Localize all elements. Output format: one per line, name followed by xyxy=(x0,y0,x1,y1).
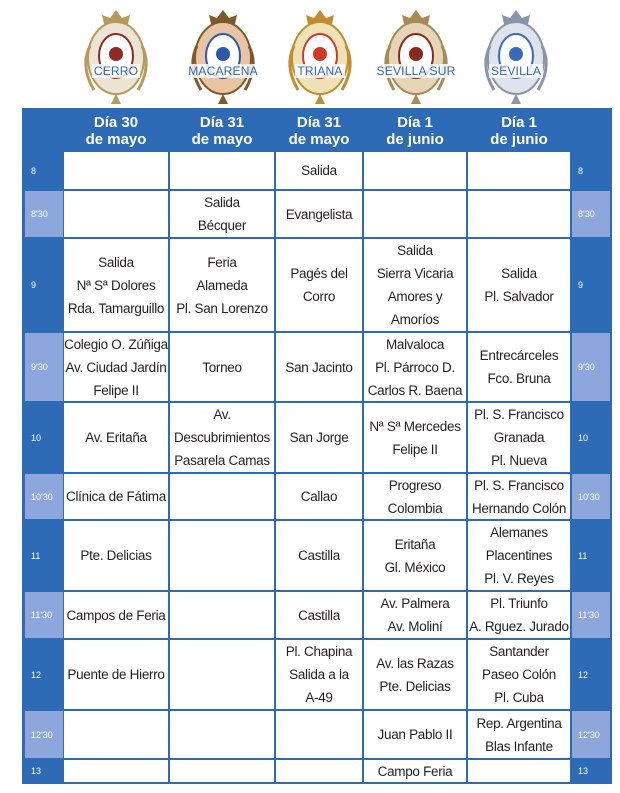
schedule-cell xyxy=(170,711,274,758)
cell-line: Salida a la xyxy=(289,667,349,682)
time-label-right: 10'30 xyxy=(572,474,610,519)
schedule-cell xyxy=(364,592,466,638)
column-header xyxy=(276,110,362,152)
time-label-right: 12 xyxy=(578,669,589,680)
crest-label-text: TRIANA xyxy=(297,64,343,78)
cell-line: Pagés del xyxy=(290,266,348,281)
schedule-cell xyxy=(468,521,570,590)
schedule-cell xyxy=(64,521,168,590)
crest-cerro xyxy=(66,6,166,110)
cell-line: Eritaña xyxy=(394,536,436,552)
schedule-cell xyxy=(170,152,274,189)
time-label-left: 11'30 xyxy=(25,592,63,638)
schedule-cell xyxy=(468,333,570,401)
schedule-cell xyxy=(364,191,466,237)
cell-line: Pl. Salvador xyxy=(484,289,554,304)
schedule-cell xyxy=(364,333,466,401)
cell-line: Paseo Colón xyxy=(481,667,556,682)
cell-line: Feria xyxy=(207,254,237,270)
schedule-cell xyxy=(64,403,168,472)
cell-line: Pl. Nueva xyxy=(491,453,547,468)
time-label-left: 8'30 xyxy=(25,191,63,237)
cell-line: Nª Sª Dolores xyxy=(76,277,156,293)
time-label-right: 10 xyxy=(578,432,589,443)
crest-label-text: CERRO xyxy=(93,64,139,78)
time-label-left: 13 xyxy=(31,766,42,776)
schedule-cell xyxy=(170,191,274,237)
crest-sevilla xyxy=(466,6,566,110)
header-day: Día 30 xyxy=(93,114,139,131)
cell-line: Campo Feria xyxy=(377,763,453,779)
cell-line: Av. Moliní xyxy=(387,619,443,634)
schedule-cell xyxy=(468,239,570,331)
crest-label-text: MACARENA xyxy=(188,64,258,78)
cell-line: Malvaloca xyxy=(385,336,445,352)
time-label-right: 8 xyxy=(578,165,584,176)
schedule-cell xyxy=(364,474,466,519)
crest-label xyxy=(270,64,370,78)
column-header xyxy=(364,110,466,152)
cell-line: Pl. San Lorenzo xyxy=(176,300,268,316)
cell-line: Pl. S. Francisco xyxy=(474,407,564,422)
time-label-right: 11 xyxy=(578,550,588,561)
crest-label-text: SEVILLA xyxy=(490,64,542,78)
schedule-cell xyxy=(364,760,466,782)
cell-line: Pl. V. Reyes xyxy=(484,571,554,586)
header-month: de mayo xyxy=(191,131,253,148)
cell-line: Rda. Tamarguillo xyxy=(67,300,165,316)
schedule-cell xyxy=(64,640,168,709)
time-label-left: 12'30 xyxy=(25,711,63,758)
header-month: de junio xyxy=(386,131,444,148)
cell-line: Corro xyxy=(302,289,336,304)
cell-line: Nª Sª Mercedes xyxy=(369,418,461,434)
crest-emblem-icon xyxy=(270,6,370,110)
header-day: Día 31 xyxy=(296,114,342,131)
cell-line: Colegio O. Zúñiga xyxy=(64,336,168,352)
schedule-cell xyxy=(276,403,362,472)
schedule-cell xyxy=(364,403,466,472)
cell-line: Callao xyxy=(300,489,338,504)
time-label-left: 9'30 xyxy=(25,333,63,401)
time-label-right: 8'30 xyxy=(572,191,610,237)
header-month: de mayo xyxy=(288,131,350,148)
cell-line: Torneo xyxy=(202,359,242,375)
schedule-cell xyxy=(64,239,168,331)
crest-label xyxy=(173,64,273,78)
schedule-cell xyxy=(276,640,362,709)
cell-line: Amores y xyxy=(387,289,443,304)
column-header xyxy=(170,110,274,152)
cell-line: Av. las Razas xyxy=(376,655,454,671)
crest-sevilla-sur xyxy=(366,6,466,110)
cell-line: Hernando Colón xyxy=(471,500,567,516)
cell-line: A. Rguez. Jurado xyxy=(469,619,569,634)
cell-line: Pl. Cuba xyxy=(494,690,544,705)
schedule-cell xyxy=(276,474,362,519)
cell-line: Entrecárceles xyxy=(479,348,559,363)
cell-line: Salida xyxy=(204,195,240,210)
crest-emblem-icon xyxy=(466,6,566,110)
time-label-left: 11 xyxy=(31,550,41,561)
schedule-cell xyxy=(468,474,570,519)
cell-line: Av. Eritaña xyxy=(85,430,147,445)
cell-line: Castilla xyxy=(298,548,340,563)
header-day: Día 31 xyxy=(199,114,245,131)
cell-line: Pte. Delicias xyxy=(379,678,451,694)
schedule-cell xyxy=(170,521,274,590)
schedule-cell xyxy=(64,191,168,237)
header-month: de junio xyxy=(490,131,548,148)
cell-line: Salida xyxy=(397,243,433,258)
cell-line: Pl. Triunfo xyxy=(490,596,548,611)
schedule-cell xyxy=(468,760,570,782)
cell-line: Placentines xyxy=(485,548,553,563)
schedule-cell xyxy=(64,711,168,758)
crest-triana xyxy=(270,6,370,110)
schedule-cell xyxy=(170,403,274,472)
cell-line: Rep. Argentina xyxy=(476,715,562,731)
crest-label-text: SEVILLA SUR xyxy=(376,64,456,78)
time-label-right: 9 xyxy=(578,280,584,290)
schedule-cell xyxy=(364,239,466,331)
time-label-right: 12'30 xyxy=(572,711,610,758)
time-label-left: 10'30 xyxy=(25,474,63,519)
cell-line: Bécquer xyxy=(197,218,247,233)
cell-line: Pte. Delicias xyxy=(80,548,152,563)
schedule-cell xyxy=(276,152,362,189)
cell-line: Salida xyxy=(501,266,537,281)
cell-line: Blas Infante xyxy=(485,738,553,754)
crest-label xyxy=(366,64,466,78)
schedule-cell xyxy=(276,592,362,638)
header-day: Día 1 xyxy=(397,114,433,131)
schedule-cell xyxy=(276,760,362,782)
cell-line: Progreso xyxy=(388,477,442,493)
cell-line: Sierra Vicaria xyxy=(376,266,454,281)
header-month: de mayo xyxy=(85,131,147,148)
schedule-cell xyxy=(364,640,466,709)
schedule-cell xyxy=(64,152,168,189)
schedule-cell xyxy=(170,760,274,782)
cell-line: Salida xyxy=(98,254,134,270)
cell-line: Pl. Chapina xyxy=(285,644,353,659)
cell-line: Clínica de Fátima xyxy=(66,489,166,504)
crest-emblem-icon xyxy=(66,6,166,110)
schedule-cell xyxy=(468,152,570,189)
cell-line: Av. xyxy=(213,407,231,422)
schedule-cell xyxy=(170,333,274,401)
crest-emblem-icon xyxy=(366,6,466,110)
schedule-cell xyxy=(468,640,570,709)
time-label-left: 10 xyxy=(31,432,42,443)
schedule-cell xyxy=(276,333,362,401)
cell-line: Fco. Bruna xyxy=(487,371,551,386)
schedule-cell xyxy=(64,592,168,638)
schedule-cell xyxy=(276,191,362,237)
schedule-cell xyxy=(170,592,274,638)
cell-line: San Jorge xyxy=(289,430,349,445)
schedule-cell xyxy=(364,711,466,758)
cell-line: Alemanes xyxy=(490,525,548,540)
time-label-right: 13 xyxy=(578,766,589,776)
schedule-cell xyxy=(64,474,168,519)
time-label-right: 9'30 xyxy=(572,333,610,401)
crest-label xyxy=(66,64,166,78)
cell-line: Santander xyxy=(489,644,549,659)
time-label-right: 11'30 xyxy=(572,592,610,638)
cell-line: Av. Palmera xyxy=(380,596,450,611)
schedule-cell xyxy=(276,521,362,590)
cell-line: Campos de Feria xyxy=(66,607,166,623)
column-header xyxy=(64,110,168,152)
schedule-cell xyxy=(364,521,466,590)
time-label-left: 9 xyxy=(31,280,37,290)
schedule-cell xyxy=(64,760,168,782)
schedule-cell xyxy=(276,711,362,758)
schedule-cell xyxy=(468,191,570,237)
schedule-cell xyxy=(468,403,570,472)
cell-line: Av. Ciudad Jardín xyxy=(65,359,167,375)
cell-line: Alameda xyxy=(196,277,248,293)
schedule-cell xyxy=(468,711,570,758)
cell-line: Castilla xyxy=(298,607,340,623)
cell-line: Felipe II xyxy=(392,441,438,457)
cell-line: Colombia xyxy=(387,500,443,516)
cell-line: Felipe II xyxy=(93,382,139,398)
cell-line: Carlos R. Baena xyxy=(367,382,463,398)
cell-line: Pl. Párroco D. xyxy=(375,359,455,375)
cell-line: Salida xyxy=(301,163,337,178)
crest-macarena xyxy=(173,6,273,110)
cell-line: A-49 xyxy=(305,690,333,705)
schedule-cell xyxy=(170,640,274,709)
cell-line: Pasarela Camas xyxy=(174,453,270,468)
cell-line: Granada xyxy=(493,430,545,445)
crest-emblem-icon xyxy=(173,6,273,110)
cell-line: Pl. S. Francisco xyxy=(474,477,564,493)
cell-line: Evangelista xyxy=(285,206,353,222)
cell-line: Descubrimientos xyxy=(173,430,271,445)
cell-line: San Jacinto xyxy=(285,359,353,375)
crest-label xyxy=(466,64,566,78)
cell-line: Juan Pablo II xyxy=(377,727,453,742)
schedule-cell xyxy=(276,239,362,331)
time-label-left: 12 xyxy=(31,669,42,680)
cell-line: Gl. México xyxy=(384,559,446,575)
schedule-cell xyxy=(170,239,274,331)
header-day: Día 1 xyxy=(501,114,537,131)
cell-line: Puente de Hierro xyxy=(67,667,165,682)
schedule-cell xyxy=(364,152,466,189)
cell-line: Amoríos xyxy=(390,312,440,327)
time-label-left: 8 xyxy=(31,165,37,176)
schedule-cell xyxy=(170,474,274,519)
crest-row xyxy=(0,0,620,110)
schedule-cell xyxy=(468,592,570,638)
column-header xyxy=(468,110,570,152)
schedule-cell xyxy=(64,333,168,401)
